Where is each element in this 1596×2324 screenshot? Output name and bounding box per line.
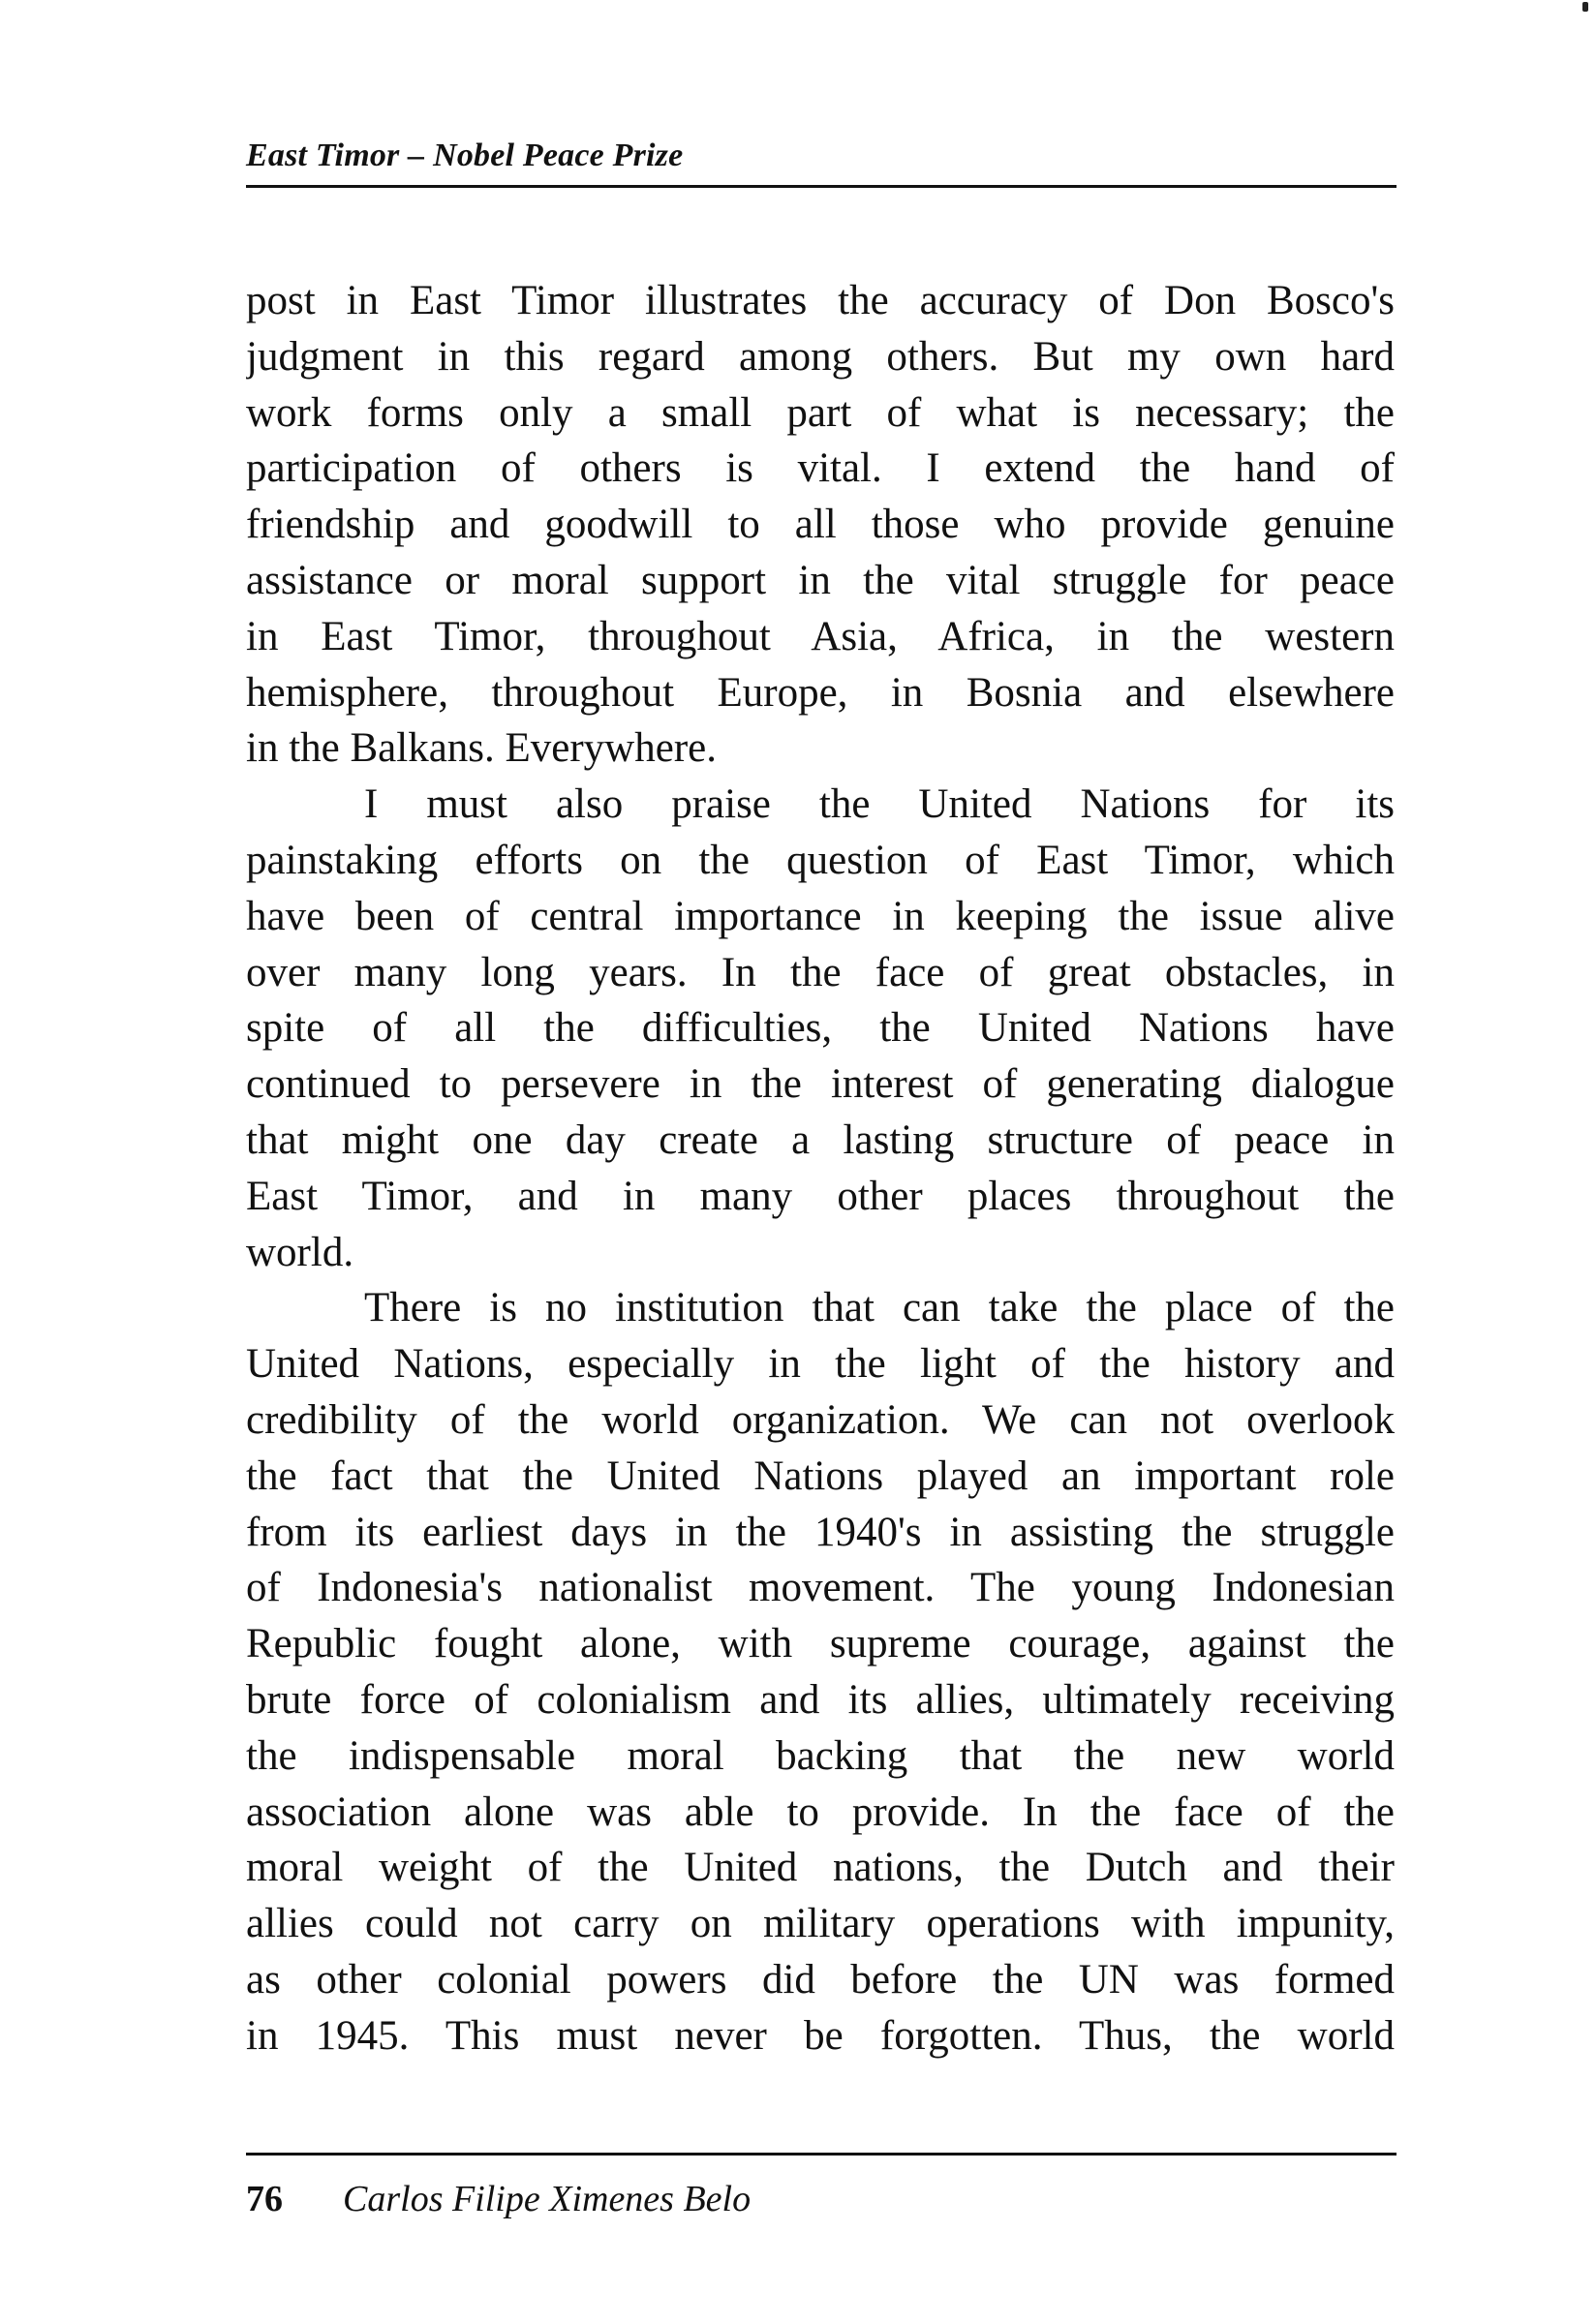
text-line: as other colonial powers did before the UN was formed (246, 1956, 1395, 2003)
text-line: of Indonesia's nationalist movement. The young Indonesian (246, 1565, 1395, 1611)
text-line: United Nations, especially in the light of the history and (246, 1341, 1395, 1388)
text-line: brute force of colonialism and its allies, ultimately receiving (246, 1676, 1395, 1723)
text-line: in 1945. This must never be forgotten. Thus, the world (246, 2012, 1395, 2059)
footer-rule (246, 2153, 1396, 2156)
page-corner-mark (1582, 2, 1588, 12)
text-line: world. (246, 1229, 354, 1275)
text-line: over many long years. In the face of great obstacles, in (246, 949, 1395, 995)
page-number: 76 (246, 2179, 283, 2219)
text-line: There is no institution that can take the place of the (364, 1285, 1395, 1331)
text-line: painstaking efforts on the question of East Timor, which (246, 837, 1395, 883)
body-text (246, 273, 1395, 2064)
text-line: continued to persevere in the interest of generating dialogue (246, 1061, 1395, 1108)
text-line: post in East Timor illustrates the accuracy of Don Bosco's (246, 278, 1395, 323)
text-line: participation of others is vital. I extend the hand of (246, 445, 1395, 492)
header-rule (246, 185, 1396, 188)
text-line: I must also praise the United Nations for its (364, 781, 1395, 828)
text-line: work forms only a small part of what is necessary; the (246, 389, 1395, 436)
running-header-title: East Timor – Nobel Peace Prize (246, 138, 684, 173)
text-line: the fact that the United Nations played an important role (246, 1452, 1395, 1499)
text-line: credibility of the world organization. We can not overlook (246, 1396, 1395, 1443)
text-line: that might one day create a lasting structure of peace in (246, 1116, 1395, 1163)
text-line: Republic fought alone, with supreme courage, against the (246, 1621, 1395, 1667)
text-line: moral weight of the United nations, the Dutch and their (246, 1845, 1395, 1891)
paragraph (246, 1280, 1395, 2064)
text-line: East Timor, and in many other places throughout the (246, 1173, 1395, 1219)
running-header (246, 134, 1396, 188)
text-line: allies could not carry on military operations with impunity, (246, 1901, 1395, 1947)
text-line: hemisphere, throughout Europe, in Bosnia and elsewhere (246, 669, 1395, 716)
text-line: have been of central importance in keeping the issue alive (246, 893, 1395, 939)
author-name: Carlos Filipe Ximenes Belo (343, 2179, 752, 2219)
text-line: in East Timor, throughout Asia, Africa, in the western (246, 613, 1395, 659)
paragraph (246, 777, 1395, 1280)
text-line: association alone was able to provide. In the face of the (246, 1789, 1395, 1835)
text-line: the indispensable moral backing that the new world (246, 1732, 1395, 1779)
text-line: assistance or moral support in the vital struggle for peace (246, 557, 1395, 603)
paragraph (246, 273, 1395, 777)
text-line: judgment in this regard among others. But my own hard (246, 333, 1395, 380)
running-footer (246, 2175, 751, 2223)
text-line: from its earliest days in the 1940's in assisting the struggle (246, 1509, 1395, 1555)
text-line: in the Balkans. Everywhere. (246, 725, 717, 772)
text-line: spite of all the difficulties, the United Nations have (246, 1005, 1395, 1052)
text-line: friendship and goodwill to all those who provide genuine (246, 502, 1395, 548)
